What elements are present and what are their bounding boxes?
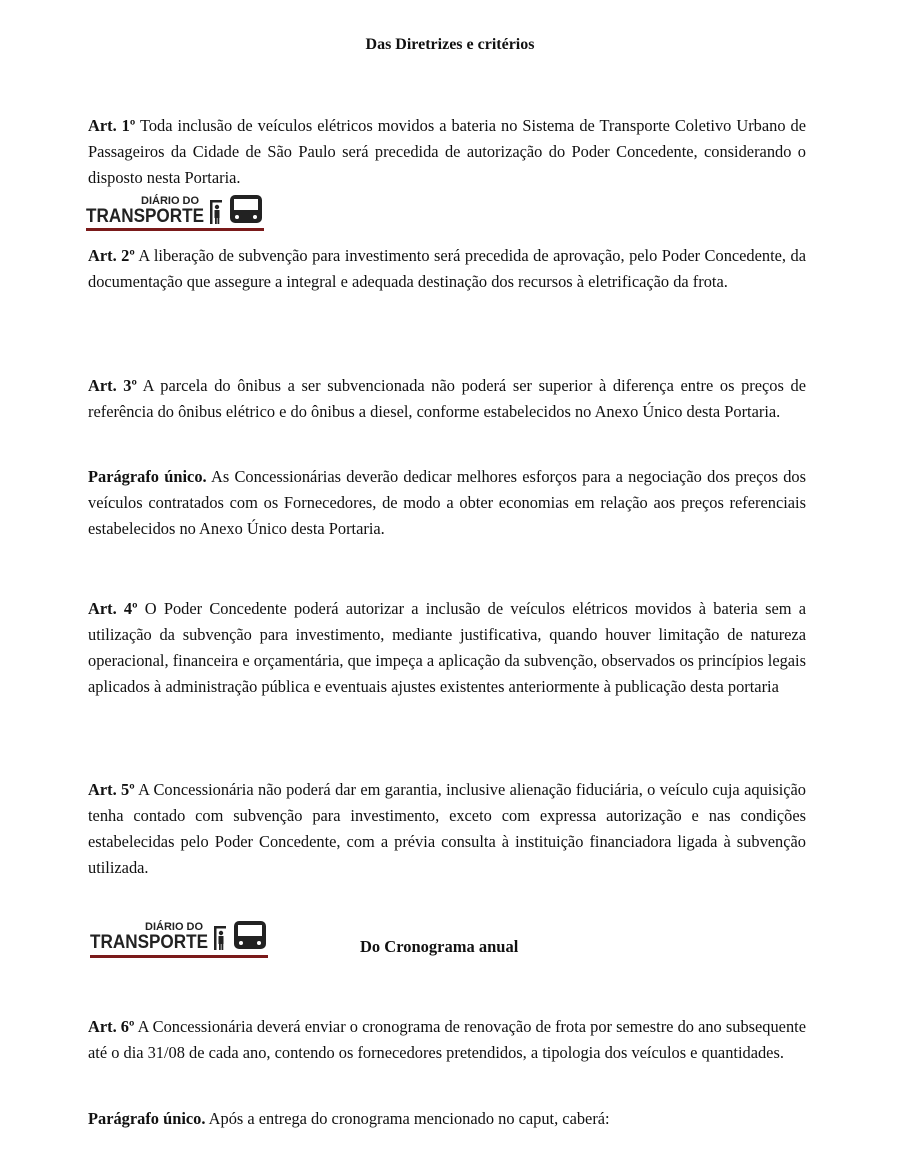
svg-text:TRANSPORTE: TRANSPORTE [90,932,208,953]
article-1 [88,113,806,191]
section-title-diretrizes: Das Diretrizes e critérios [365,36,535,53]
article-6 [88,1014,806,1066]
article-label: Parágrafo único. [88,1109,206,1128]
article-text: Toda inclusão de veículos elétricos movidos a bateria no Sistema de Transporte Coletivo Urbano de Passageiros da Cidade de São Paulo será precedida de autorização do Poder Concedente, considerando o disposto nesta Portaria. [88,116,806,187]
article-label: Art. 1º [88,116,136,135]
article-text: A Concessionária não poderá dar em garantia, inclusive alienação fiduciária, o veículo cuja aquisição tenha contado com subvenção para investimento, exceto com expressa autorização e nas condições estabelecidas pelo Poder Concedente, com a prévia consulta à instituição financiadora ligada à subvenção utilizada. [88,780,806,877]
article-text: As Concessionárias deverão dedicar melhores esforços para a negociação dos preços dos veículos contratados com os Fornecedores, de modo a obter economias em relação aos preços referenciais estabelecidos no Anexo Único desta Portaria. [88,467,806,538]
article-text: A Concessionária deverá enviar o cronograma de renovação de frota por semestre do ano subsequente até o dia 31/08 de cada ano, contendo os fornecedores pretendidos, a tipologia dos veículos e quantidades. [88,1017,806,1062]
article-3-paragrafo-unico [88,464,806,542]
article-text: Após a entrega do cronograma mencionado no caput, caberá: [208,1109,610,1128]
article-label: Art. 3º [88,376,137,395]
article-label: Parágrafo único. [88,467,207,486]
article-4 [88,596,806,700]
diario-do-transporte-logo [86,190,264,234]
article-label: Art. 4º [88,599,138,618]
diario-do-transporte-logo-2 [90,916,268,962]
svg-text:DIÁRIO DO: DIÁRIO DO [141,195,200,207]
article-5 [88,777,806,881]
section-title-cronograma: Do Cronograma anual [360,937,519,956]
svg-text:DIÁRIO DO: DIÁRIO DO [145,921,204,933]
article-2 [88,243,806,295]
article-label: Art. 6º [88,1017,135,1036]
svg-text:TRANSPORTE: TRANSPORTE [86,206,204,227]
article-6-paragrafo-unico [88,1106,806,1132]
article-text: O Poder Concedente poderá autorizar a inclusão de veículos elétricos movidos à bateria sem a utilização da subvenção para investimento, mediante justificativa, quando houver limitação de natureza operacional, financeira e orçamentária, que impeça a aplicação da subvenção, observados os princípios legais aplicados à administração pública e eventuais ajustes existentes anteriormente à publicação desta portaria [88,599,806,696]
article-3 [88,373,806,425]
article-label: Art. 5º [88,780,135,799]
article-text: A liberação de subvenção para investimento será precedida de aprovação, pelo Poder Concedente, da documentação que assegure a integral e adequada destinação dos recursos à eletrificação da frota. [88,246,807,291]
article-label: Art. 2º [88,246,135,265]
article-text: A parcela do ônibus a ser subvencionada não poderá ser superior à diferença entre os preços de referência do ônibus elétrico e do ônibus a diesel, conforme estabelecidos no Anexo Único desta Portaria. [88,376,806,421]
